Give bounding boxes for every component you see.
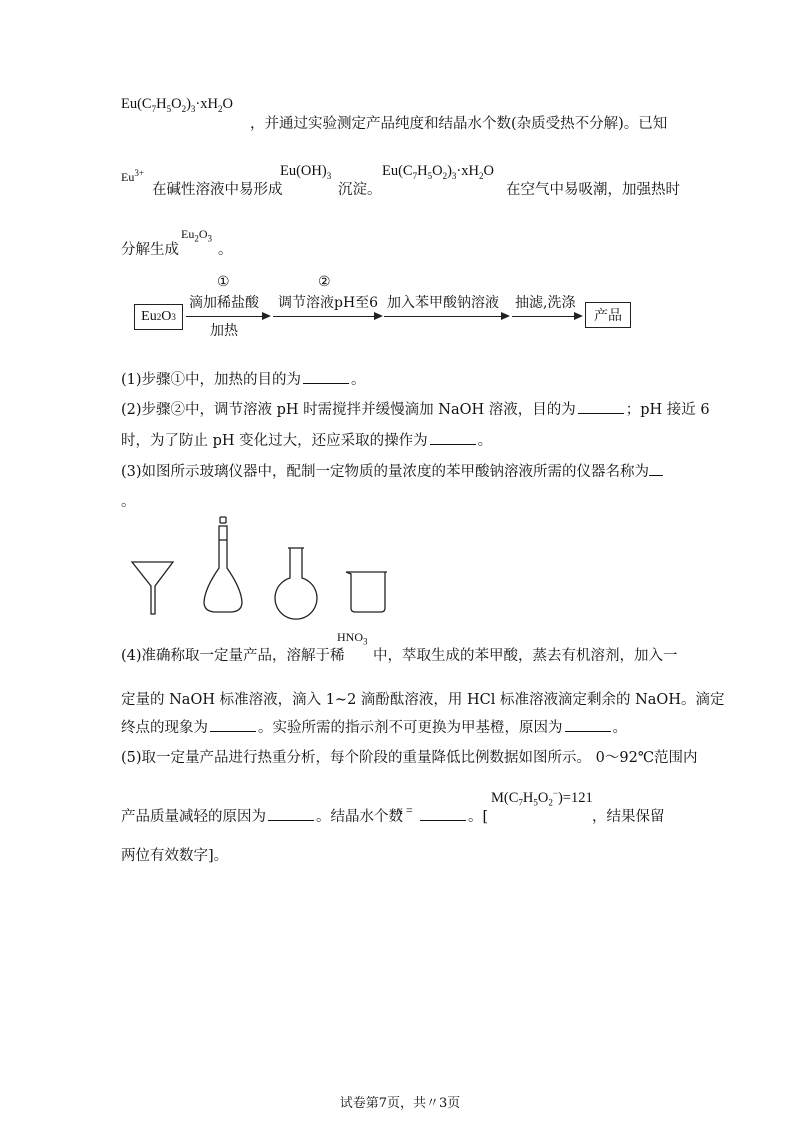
flow-arrowhead-3	[501, 312, 510, 320]
flow-start-box: Eu 2 O 3	[134, 304, 183, 330]
question-2-line1	[121, 398, 710, 419]
formula-hno3: $HNO_3$	[337, 630, 368, 647]
question-5-text-c: 。结晶水个数	[316, 809, 403, 825]
flow-arrowhead-1	[262, 312, 271, 320]
question-2-text-a: (2)步骤②中，调节溶液 pH 时需搅拌并缓慢滴加 NaOH 溶液，目的为	[121, 402, 576, 418]
flow-step3-top: 加入苯甲酸钠溶液	[387, 295, 499, 311]
answer-blank-5b[interactable]	[420, 808, 466, 821]
question-4-text-b: 中，萃取生成的苯甲酸，蒸去有机溶剂，加入一	[373, 648, 678, 664]
flow-end-box: 产品	[585, 302, 631, 328]
answer-blank-5a[interactable]	[268, 808, 314, 821]
intro-line3-a: 分解生成	[121, 242, 179, 258]
flow-arrowhead-4	[574, 312, 583, 320]
question-4-line3	[121, 716, 627, 737]
question-4-line2: 定量的 NaOH 标准溶液，滴入 1~2 滴酚酞溶液，用 HCl 标准溶液滴定剩余的 NaOH。滴定	[121, 692, 725, 708]
flow-step1-num: ①	[217, 274, 230, 290]
answer-blank-2a[interactable]	[578, 401, 624, 414]
question-5-line2	[121, 805, 403, 826]
formula-molar-mass: $M(C_7H_5O_2^-)=121$	[491, 788, 593, 808]
formula-eu-hydrate-b: $Eu(C_7H_5O_2)_3\cdot xH_2O$	[382, 163, 494, 181]
question-5-line1: (5)取一定量产品进行热重分析，每个阶段的重量降低比例数据如图所示。 0～92℃范围内	[121, 750, 698, 766]
funnel-icon	[132, 562, 173, 614]
question-4-text-e: 。实验所需的指示剂不可更换为甲基橙，原因为	[258, 720, 563, 736]
question-1-text: (1)步骤①中，加热的目的为	[121, 372, 302, 388]
flow-arrow-1	[186, 316, 262, 317]
answer-blank-4b[interactable]	[565, 719, 611, 732]
flow-arrowhead-2	[374, 312, 383, 320]
question-3-end: 。	[121, 494, 136, 510]
intro-line2-c: 在空气中易吸潮，加强热时	[506, 182, 680, 198]
flow-step4-top: 抽滤,洗涤	[515, 295, 576, 311]
flow-arrow-4	[512, 316, 574, 317]
question-2-line2	[121, 429, 492, 450]
question-5-text-b: 产品质量减轻的原因为	[121, 809, 266, 825]
flow-step2-top: 调节溶液pH至6	[278, 295, 379, 311]
question-4-text-d: 终点的现象为	[121, 720, 208, 736]
intro-line3-b: 。	[218, 242, 233, 258]
question-3-text: (3)如图所示玻璃仪器中，配制一定物质的量浓度的苯甲酸钠溶液所需的仪器名称为	[121, 464, 650, 480]
intro-line2-b: 沉淀。	[338, 182, 382, 198]
answer-blank-2b[interactable]	[430, 432, 476, 445]
flow-arrow-2	[273, 316, 374, 317]
question-1	[121, 368, 366, 389]
volumetric-flask-icon	[204, 517, 242, 612]
intro-line2-a: 在碱性溶液中易形成	[152, 182, 283, 198]
question-3-line1	[121, 460, 663, 481]
answer-blank-1[interactable]	[303, 371, 349, 384]
question-4-end: 。	[612, 720, 627, 736]
flow-arrow-3	[384, 316, 501, 317]
question-5-text-e: ，结果保留	[592, 809, 665, 825]
round-bottom-flask-icon	[275, 548, 317, 619]
question-2-text-b: ；pH 接近 6	[625, 402, 710, 418]
question-2-end: 。	[477, 433, 493, 449]
beaker-icon	[346, 572, 387, 612]
question-5-x: x =	[397, 803, 413, 817]
formula-eu-ion: $Eu^{3+}$	[121, 168, 144, 184]
page-footer: 试卷第7页，共〃3页	[339, 1096, 461, 1111]
flow-step2-num: ②	[318, 274, 331, 290]
answer-blank-3[interactable]	[649, 463, 663, 476]
question-5-line3: 两位有效数字]。	[121, 848, 229, 864]
question-5-text-d: 。[	[468, 809, 489, 825]
question-4-line1	[121, 644, 345, 665]
question-2-text-c: 时，为了防止 pH 变化过大，还应采取的操作为	[121, 433, 428, 449]
formula-eu-hydrate-a: $Eu(C_7H_5O_2)_3\cdot xH_2O$	[121, 96, 233, 114]
glassware-figure	[125, 510, 405, 620]
question-4-text-a: (4)准确称取一定量产品，溶解于稀	[121, 648, 345, 664]
flow-step1-top: 滴加稀盐酸	[189, 295, 259, 311]
question-5-line2-b	[418, 805, 488, 826]
answer-blank-4a[interactable]	[210, 719, 256, 732]
formula-eu-oh3: $Eu(OH)_3$	[280, 163, 332, 181]
flow-step1-bottom: 加热	[210, 323, 238, 339]
formula-eu2o3-small: $Eu_2O_3$	[181, 227, 213, 244]
intro-line1-text: ，并通过实验测定产品纯度和结晶水个数(杂质受热不分解)。已知	[250, 116, 668, 132]
question-1-end: 。	[351, 372, 366, 388]
